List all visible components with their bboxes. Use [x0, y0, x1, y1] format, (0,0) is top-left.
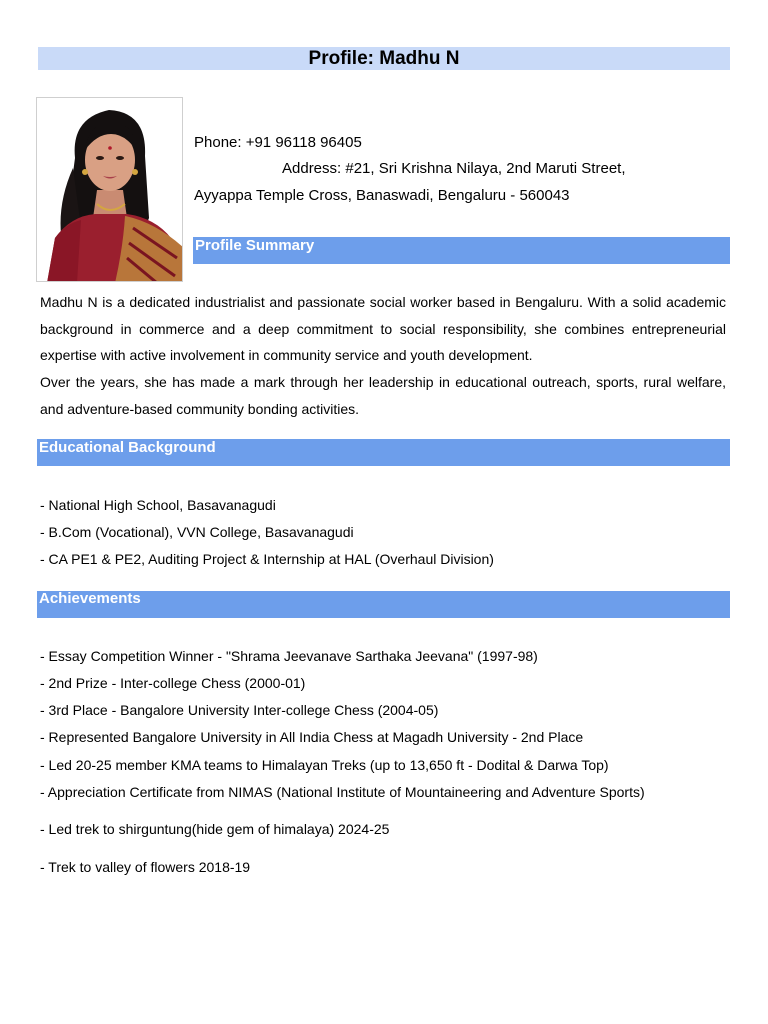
achievement-item: - Appreciation Certificate from NIMAS (National Institute of Mountaineering and Adventure Sports)	[40, 784, 645, 800]
achievement-item: - 3rd Place - Bangalore University Inter-college Chess (2004-05)	[40, 702, 439, 718]
profile-summary-title: Profile Summary	[195, 237, 315, 254]
address-line-2: Ayyappa Temple Cross, Banaswadi, Bengaluru - 560043	[194, 187, 570, 204]
education-item: - CA PE1 & PE2, Auditing Project & Internship at HAL (Overhaul Division)	[40, 551, 494, 567]
achievement-item: - Trek to valley of flowers 2018-19	[40, 859, 251, 875]
achievements-header	[37, 591, 730, 618]
summary-paragraph-1: Madhu N is a dedicated industrialist and passionate social worker based in Bengaluru. With a solid academic background in commerce and a deep commitment to social responsibility, she combines entrepreneurial expertise with active involvement in community service and youth development.	[40, 294, 726, 363]
education-header	[37, 439, 730, 466]
profile-photo	[36, 97, 183, 282]
profile-summary-header	[193, 237, 730, 264]
achievement-item: - Led 20-25 member KMA teams to Himalayan Treks (up to 13,650 ft - Dodital & Darwa Top)	[40, 757, 609, 773]
summary-paragraph-2: Over the years, she has made a mark through her leadership in educational outreach, sports, rural welfare, and adventure-based community bonding activities.	[40, 374, 726, 417]
page-title: Profile: Madhu N	[308, 48, 460, 69]
education-item: - National High School, Basavanagudi	[40, 497, 276, 513]
achievements-title: Achievements	[39, 590, 141, 607]
education-title: Educational Background	[39, 439, 216, 456]
address-line-1: Address: #21, Sri Krishna Nilaya, 2nd Maruti Street,	[282, 160, 626, 177]
achievement-item: - 2nd Prize - Inter-college Chess (2000-01)	[40, 675, 306, 691]
achievement-item: - Represented Bangalore University in All India Chess at Magadh University - 2nd Place	[40, 729, 584, 745]
title-bar	[38, 47, 730, 70]
phone-text: Phone: +91 96118 96405	[194, 134, 362, 151]
achievement-item: - Led trek to shirguntung(hide gem of himalaya) 2024-25	[40, 821, 390, 837]
achievement-item: - Essay Competition Winner - "Shrama Jeevanave Sarthaka Jeevana" (1997-98)	[40, 648, 538, 664]
education-item: - B.Com (Vocational), VVN College, Basavanagudi	[40, 524, 354, 540]
